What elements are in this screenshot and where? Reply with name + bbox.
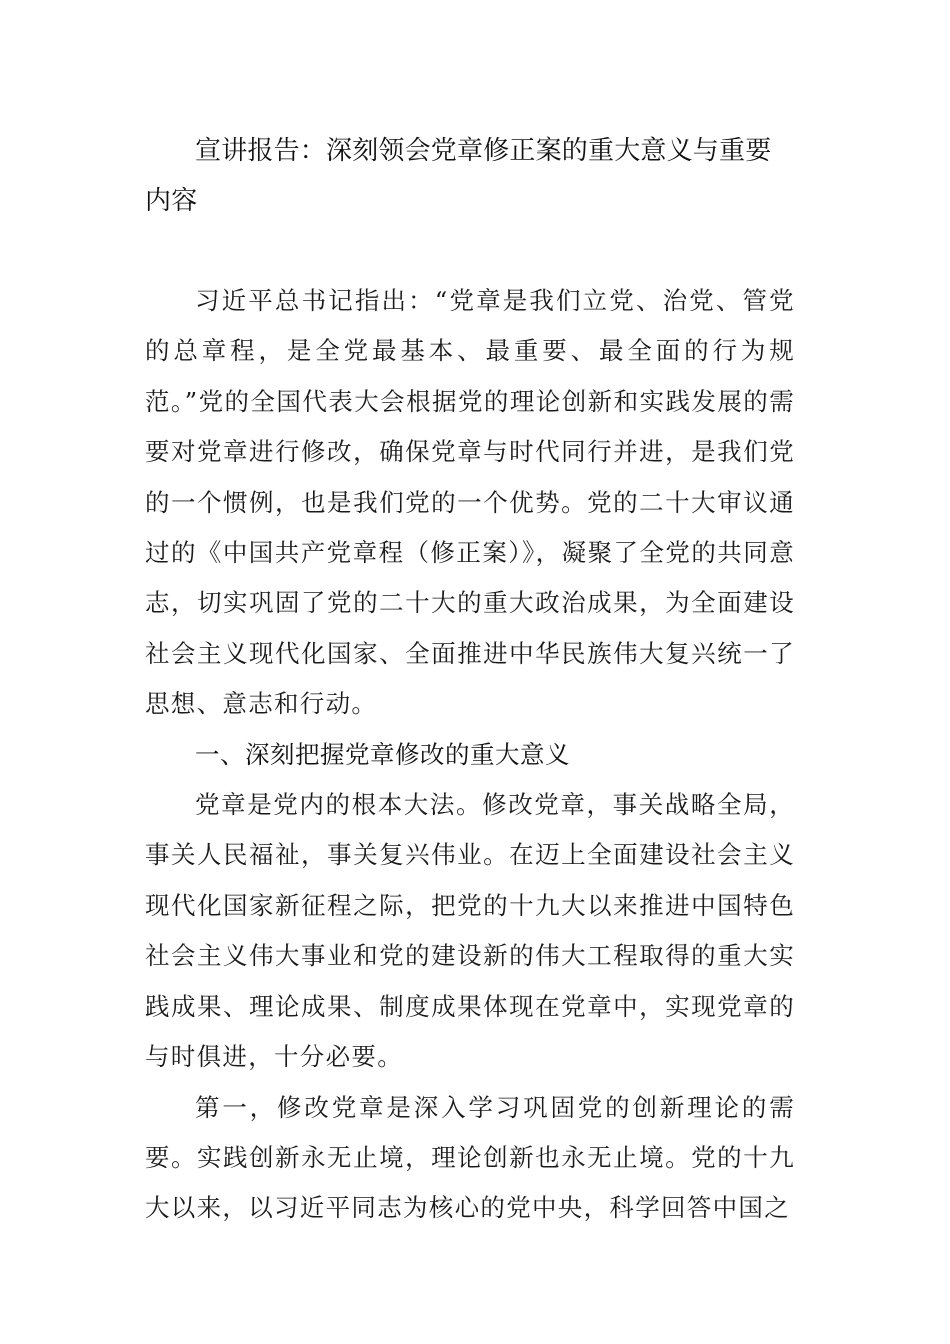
section-1-paragraph-1: 党章是党内的根本大法。修改党章，事关战略全局，事关人民福祉，事关复兴伟业。在迈上全面建设社会主义现代化国家新征程之际，把党的十九大以来推进中国特色社会主义伟大事业和党的建设新的伟大工程取得的重大实践成果、理论成果、制度成果体现在党章中，实现党章的与时俱进，十分必要。 xyxy=(145,790,795,1072)
section-1-paragraph-2: 第一，修改党章是深入学习巩固党的创新理论的需要。实践创新永无止境，理论创新也永无止境。党的十九大以来，以习近平同志为核心的党中央，科学回答中国之 xyxy=(145,1092,795,1223)
intro-paragraph: 习近平总书记指出：“党章是我们立党、治党、管党的总章程，是全党最基本、最重要、最全面的行为规范。”党的全国代表大会根据党的理论创新和实践发展的需要对党章进行修改，确保党章与时代同行并进，是我们党的一个惯例，也是我们党的一个优势。党的二十大审议通过的《中国共产党章程（修正案）》，凝聚了全党的共同意志，切实巩固了党的二十大的重大政治成果，为全面建设社会主义现代化国家、全面推进中华民族伟大复兴统一了思想、意志和行动。 xyxy=(145,286,795,719)
document-title: 宣讲报告：深刻领会党章修正案的重大意义与重要内容 xyxy=(145,136,772,216)
document-body xyxy=(145,276,795,1234)
section-heading-1: 一、深刻把握党章修改的重大意义 xyxy=(195,739,570,769)
